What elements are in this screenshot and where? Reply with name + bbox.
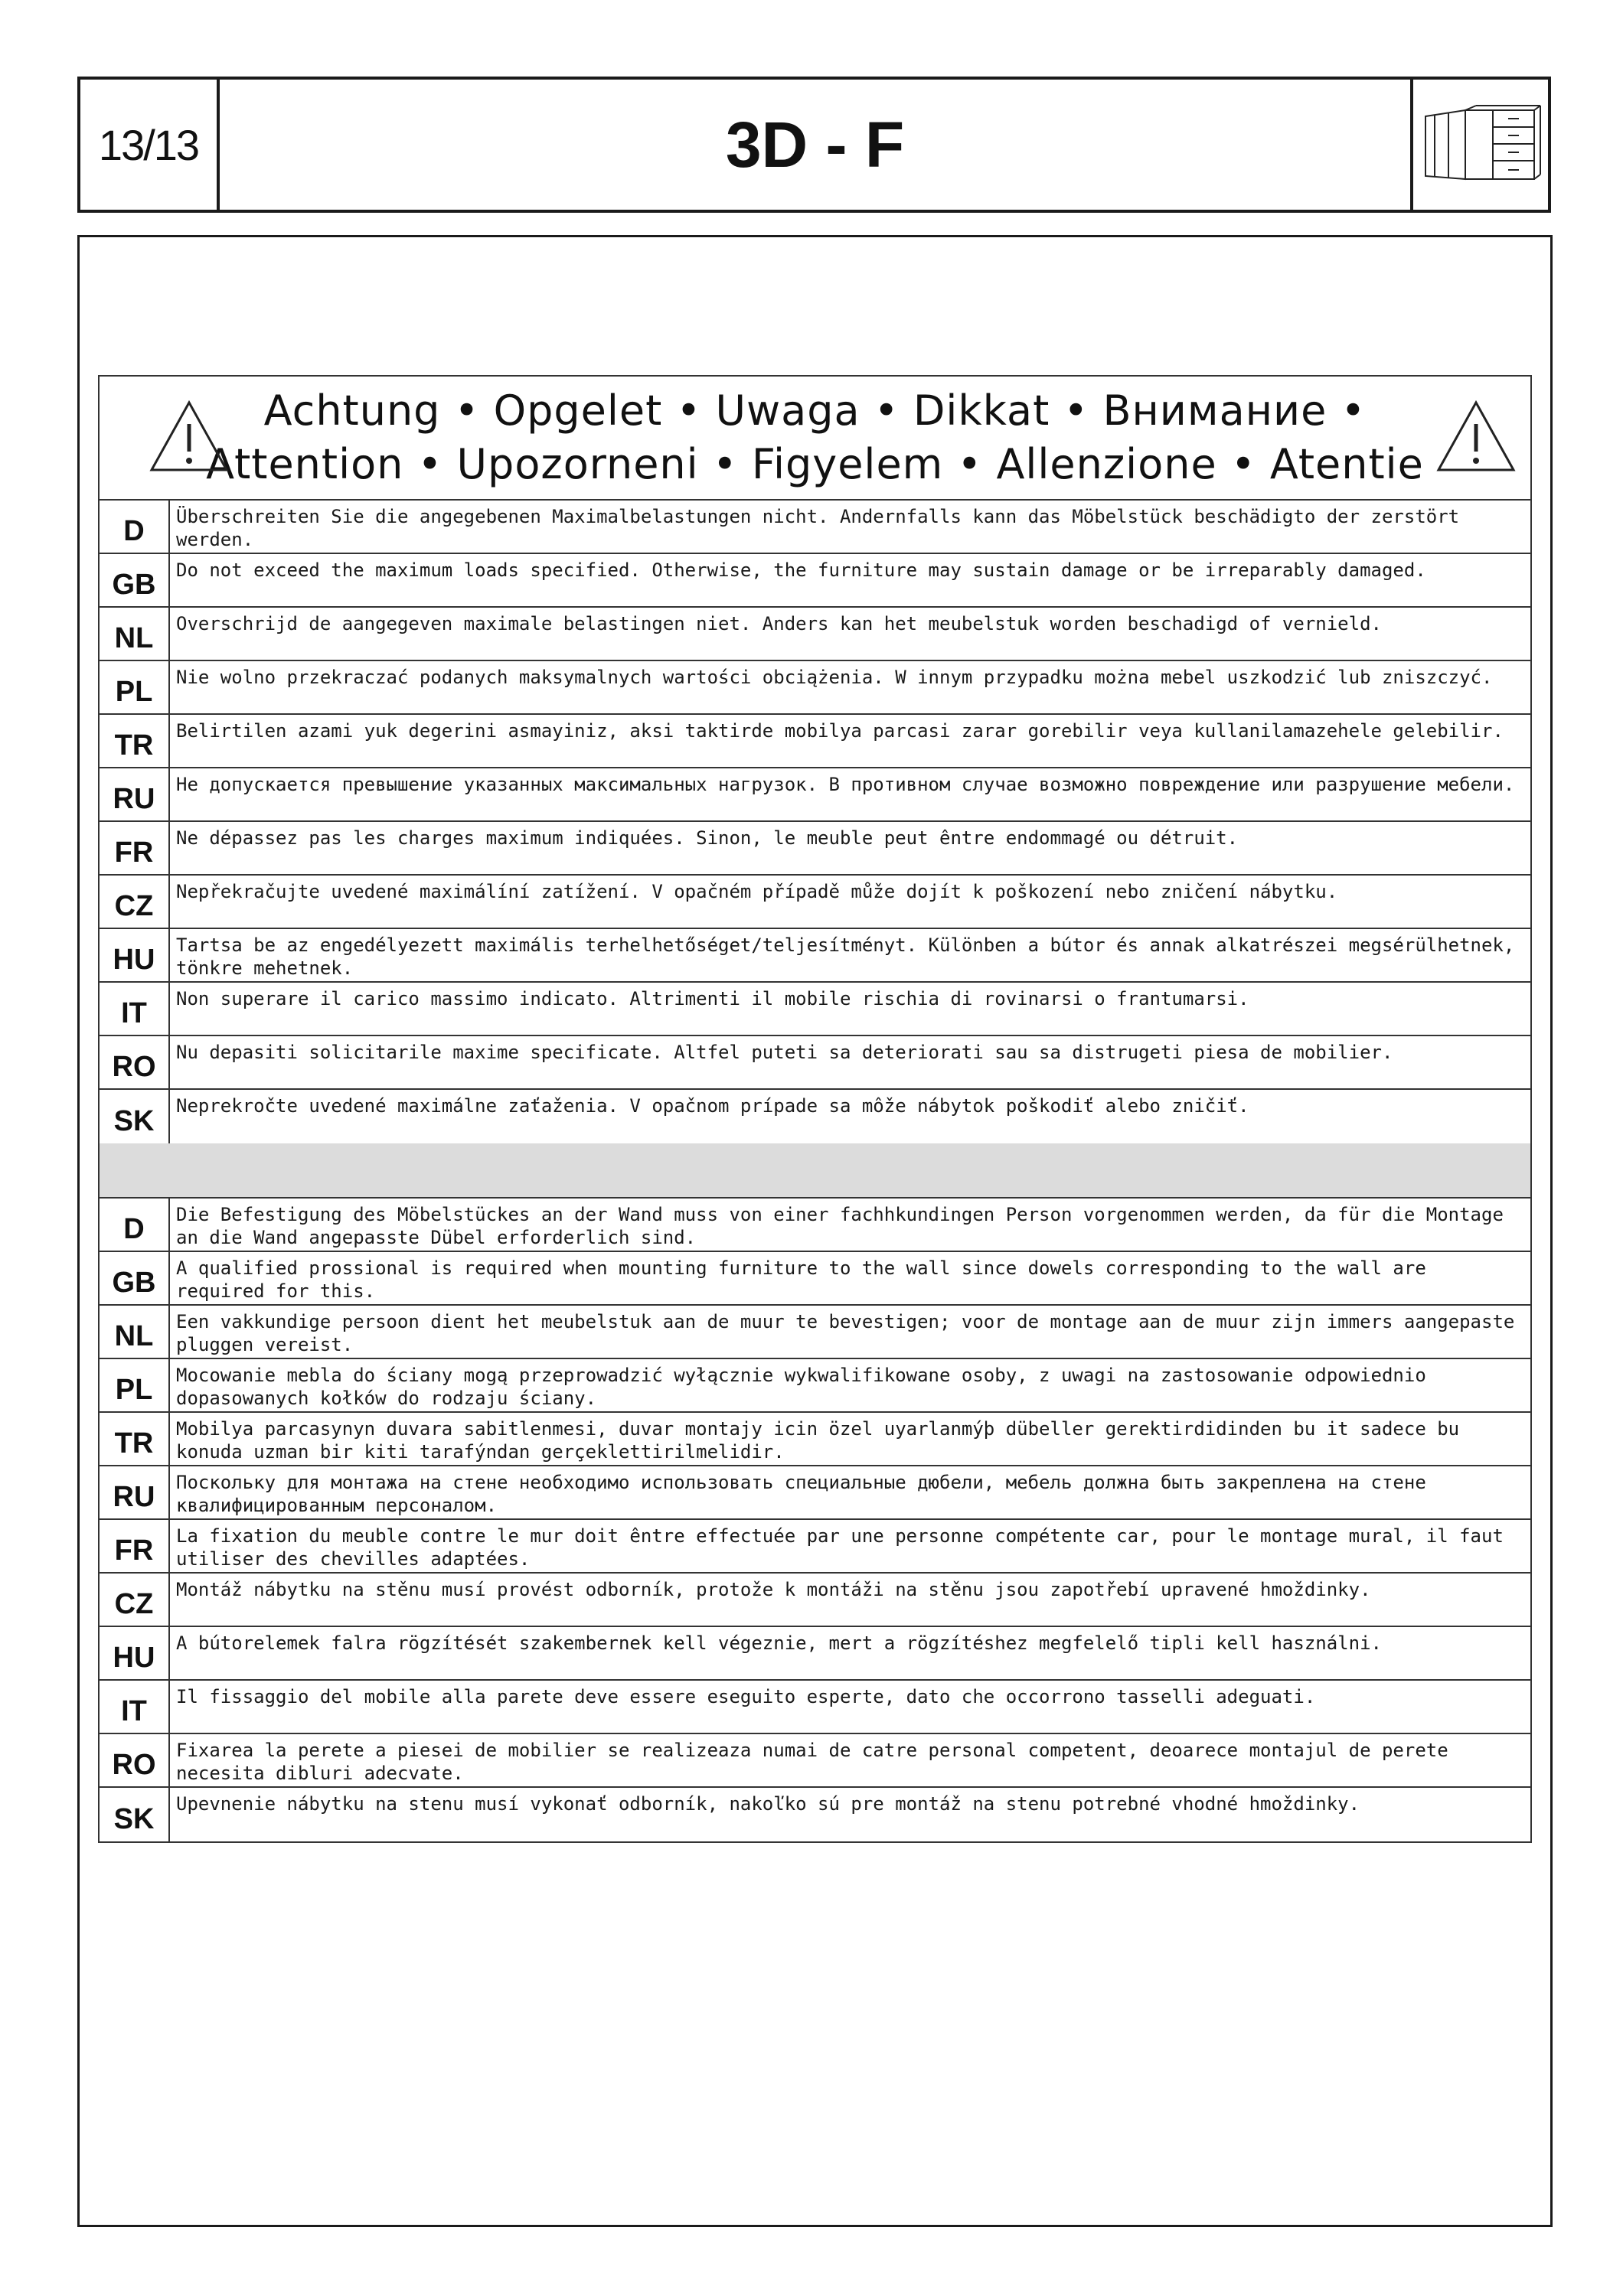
warning-text: Belirtilen azami yuk degerini asmayiniz, aksi taktirde mobilya parcasi zarar gorebilir veya kullanilamazehele gelebilir. <box>176 720 1504 742</box>
language-code: RU <box>100 768 170 820</box>
page-header <box>77 77 1551 213</box>
warning-text: Не допускается превышение указанных максимальных нагрузок. В противном случае возможно повреждение или разрушение мебели. <box>176 774 1515 795</box>
warning-title-line-1: Achtung • Opgelet • Uwaga • Dikkat • Внимание • <box>263 386 1367 435</box>
table-row <box>100 1681 1530 1734</box>
table-row <box>100 1306 1530 1359</box>
mounting-text: Поскольку для монтажа на стене необходимо использовать специальные дюбели, мебель должна быть закреплена на стене квалифицированным персоналом. <box>176 1472 1426 1516</box>
table-row <box>100 501 1530 554</box>
warning-title-line-2: Attention • Upozorneni • Figyelem • Allenzione • Atentie <box>206 440 1424 488</box>
table-row <box>100 554 1530 608</box>
mounting-text: Fixarea la perete a piesei de mobilier se realizeaza numai de catre personal competent, deoarece montajul de perete necesita dibluri adecvate. <box>176 1740 1448 1784</box>
mounting-text: La fixation du meuble contre le mur doit êntre effectuée par une personne compétente car, pour le montage mural, il faut utiliser des chevilles adaptées. <box>176 1525 1504 1570</box>
table-row <box>100 1252 1530 1306</box>
language-code: CZ <box>100 876 170 928</box>
table-row <box>100 608 1530 661</box>
warning-text: Nie wolno przekraczać podanych maksymalnych wartości obciążenia. W innym przypadku można mebel uszkodzić lub zniszczyć. <box>176 667 1493 688</box>
table-row <box>100 1036 1530 1090</box>
language-code: RU <box>100 1466 170 1518</box>
page-title: 3D - F <box>725 108 905 181</box>
language-code: HU <box>100 1627 170 1679</box>
table-row <box>100 1627 1530 1681</box>
warning-text: Überschreiten Sie die angegebenen Maximalbelastungen nicht. Andernfalls kann das Möbelstück beschädigto der zerstört werden. <box>176 506 1460 550</box>
mounting-text: A qualified prossional is required when mounting furniture to the wall since dowels corresponding to the wall are required for this. <box>176 1257 1426 1302</box>
table-row <box>100 1734 1530 1788</box>
table-row <box>100 1359 1530 1413</box>
warning-text: Nepřekračujte uvedené maximálíní zatížení. V opačném případě může dojít k poškození nebo zničení nábytku. <box>176 881 1338 902</box>
section-divider <box>100 1143 1530 1199</box>
language-code: SK <box>100 1788 170 1841</box>
table-row <box>100 1466 1530 1520</box>
language-code: D <box>100 501 170 553</box>
language-code: GB <box>100 554 170 606</box>
language-code: PL <box>100 661 170 713</box>
language-code: IT <box>100 1681 170 1733</box>
warning-text: Do not exceed the maximum loads specified. Otherwise, the furniture may sustain damage or be irreparably damaged. <box>176 559 1426 581</box>
table-row <box>100 929 1530 983</box>
table-row <box>100 1520 1530 1574</box>
language-code: RO <box>100 1036 170 1088</box>
language-code: TR <box>100 715 170 767</box>
table-row <box>100 1199 1530 1252</box>
language-code: FR <box>100 822 170 874</box>
language-code: D <box>100 1199 170 1251</box>
warning-text: Ne dépassez pas les charges maximum indiquées. Sinon, le meuble peut êntre endommagé ou détruit. <box>176 827 1239 849</box>
table-row <box>100 715 1530 768</box>
language-code: NL <box>100 608 170 660</box>
mounting-text: Mobilya parcasynyn duvara sabitlenmesi, duvar montajy icin özel uyarlanmýþ dübeller gerektirdidinden bu it sadece bu konuda uzman bir kiti tarafýndan gerçeklettirilmelidir. <box>176 1418 1460 1463</box>
language-code: CZ <box>100 1574 170 1626</box>
cabinet-icon <box>1410 80 1548 210</box>
table-row <box>100 1574 1530 1627</box>
language-code: HU <box>100 929 170 981</box>
warning-table <box>98 375 1532 1843</box>
language-code: RO <box>100 1734 170 1786</box>
warning-triangle-icon <box>147 398 231 475</box>
table-row <box>100 1413 1530 1466</box>
warning-text: Tartsa be az engedélyezett maximális terhelhetőséget/teljesítményt. Különben a bútor és annak alkatrészei megsérülhetnek, tönkre mehetnek. <box>176 934 1515 979</box>
mounting-text: Die Befestigung des Möbelstückes an der Wand muss von einer fachhkundingen Person vorgenommen werden, da für die Montage an die Wand angepasste Dübel erforderlich sind. <box>176 1204 1504 1248</box>
warning-text: Overschrijd de aangegeven maximale belastingen niet. Anders kan het meubelstuk worden beschadigd of vernield. <box>176 613 1382 634</box>
table-row <box>100 661 1530 715</box>
warning-header <box>100 377 1530 501</box>
mounting-text: Upevnenie nábytku na stenu musí vykonať odborník, nakoľko sú pre montáž na stenu potrebné vhodné hmoždinky. <box>176 1793 1360 1815</box>
table-row <box>100 983 1530 1036</box>
language-code: SK <box>100 1090 170 1143</box>
table-row <box>100 768 1530 822</box>
mounting-text: Montáž nábytku na stěnu musí provést odborník, protože k montáži na stěnu jsou zapotřebí upravené hmoždinky. <box>176 1579 1371 1600</box>
language-code: NL <box>100 1306 170 1358</box>
warning-text: Nu depasiti solicitarile maxime specificate. Altfel puteti sa deteriorati sau sa distrugeti piesa de mobilier. <box>176 1042 1393 1063</box>
table-row <box>100 876 1530 929</box>
language-code: TR <box>100 1413 170 1465</box>
page-number: 13/13 <box>80 80 220 210</box>
mounting-text: Mocowanie mebla do ściany mogą przeprowadzić wyłącznie wykwalifikowane osoby, z uwagi na zastosowanie odpowiednio dopasowanych kołków do rodzaju ściany. <box>176 1365 1426 1409</box>
table-row <box>100 1090 1530 1143</box>
mounting-text: Il fissaggio del mobile alla parete deve essere eseguito esperte, dato che occorrono tasselli adeguati. <box>176 1686 1316 1707</box>
mounting-text: Een vakkundige persoon dient het meubelstuk aan de muur te bevestigen; voor de montage aan de muur zijn immers aangepaste pluggen vereist. <box>176 1311 1515 1355</box>
language-code: GB <box>100 1252 170 1304</box>
language-code: FR <box>100 1520 170 1572</box>
table-row <box>100 1788 1530 1841</box>
wall-mounting-section <box>100 1199 1530 1841</box>
mounting-text: A bútorelemek falra rögzítését szakembernek kell végeznie, mert a rögzítéshez megfelelő tipli kell használni. <box>176 1632 1382 1654</box>
warning-triangle-icon <box>1434 398 1518 475</box>
language-code: IT <box>100 983 170 1035</box>
table-row <box>100 822 1530 876</box>
warning-text: Neprekročte uvedené maximálne zaťaženia. V opačnom prípade sa môže nábytok poškodiť alebo zničiť. <box>176 1095 1249 1117</box>
warning-text: Non superare il carico massimo indicato. Altrimenti il mobile rischia di rovinarsi o frantumarsi. <box>176 988 1249 1009</box>
load-warning-section <box>100 501 1530 1143</box>
language-code: PL <box>100 1359 170 1411</box>
